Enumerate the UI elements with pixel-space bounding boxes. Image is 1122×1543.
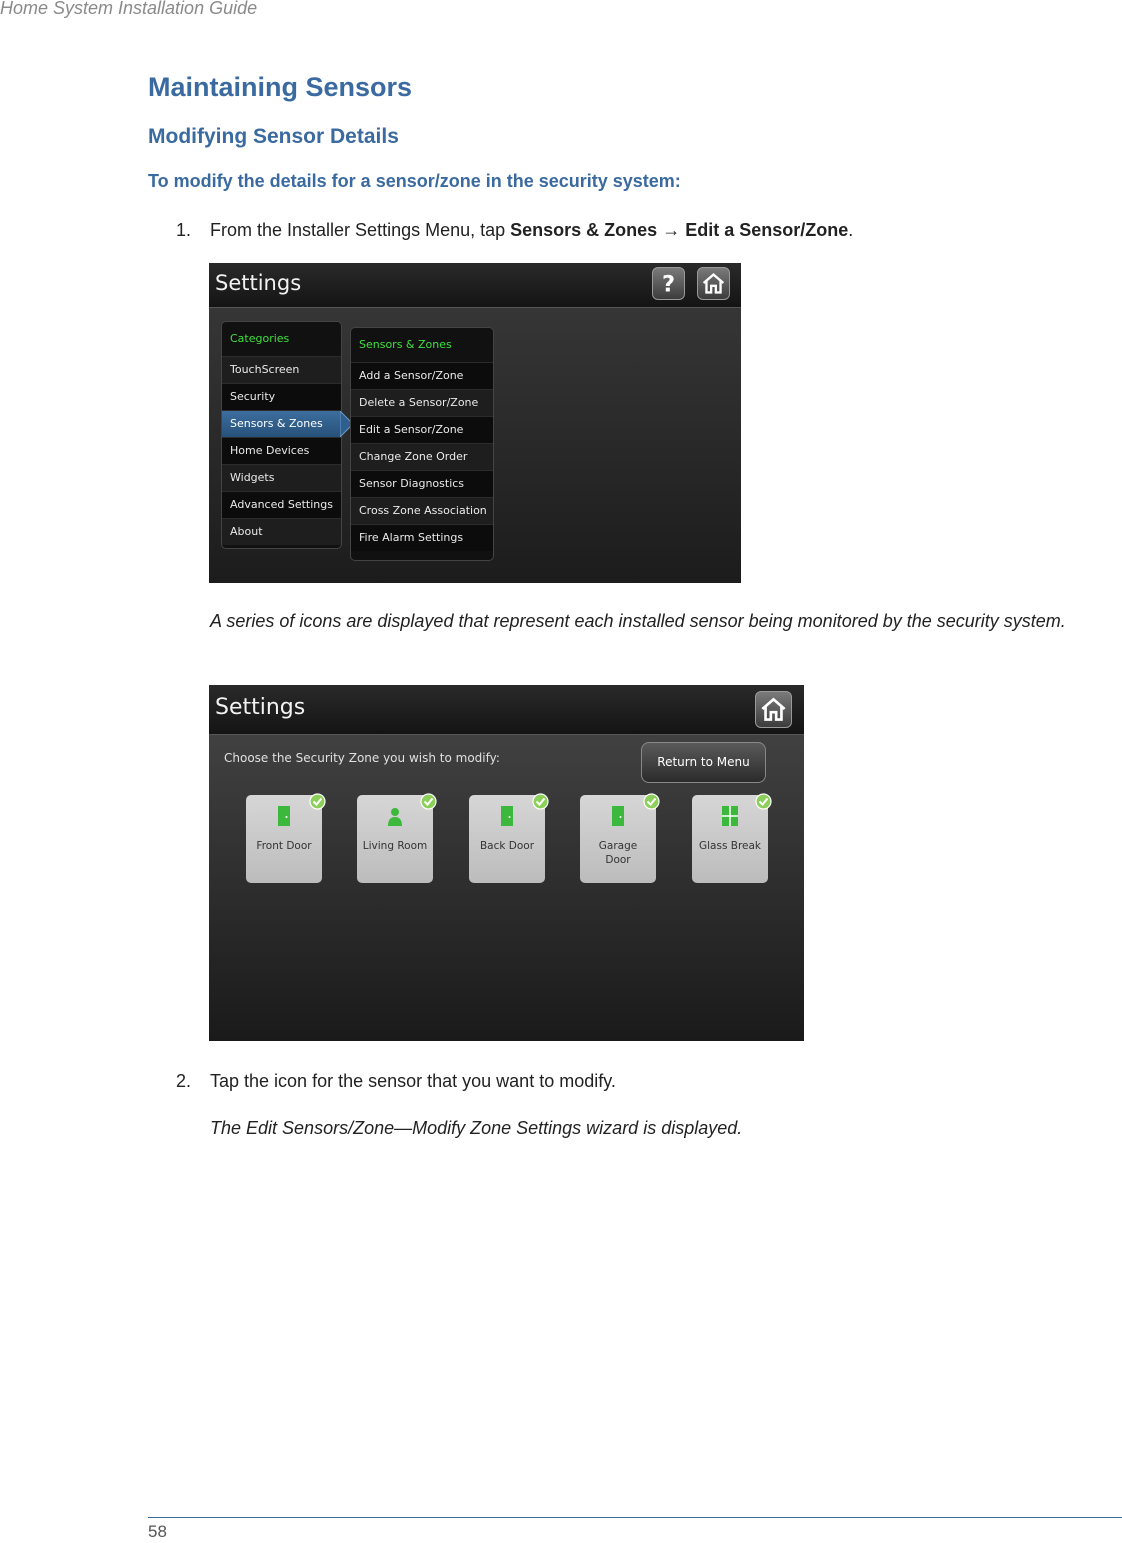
step-1-text-before: From the Installer Settings Menu, tap — [210, 220, 511, 240]
check-circle-icon — [532, 793, 549, 810]
category-item[interactable]: Advanced Settings — [222, 491, 341, 518]
submenu-item-edit[interactable]: Edit a Sensor/Zone — [351, 416, 493, 443]
zone-tile-label: Garage Door — [598, 840, 638, 866]
zone-tile-label: Glass Break — [698, 840, 762, 852]
zone-tile-living-room[interactable] — [357, 795, 433, 883]
home-icon[interactable] — [755, 691, 792, 728]
settings-menu-screenshot — [209, 263, 741, 583]
zone-tile-label: Living Room — [362, 840, 428, 852]
category-item-selected[interactable]: Sensors & Zones — [222, 410, 341, 437]
step-1-text — [210, 220, 853, 241]
note-wizard-displayed: The Edit Sensors/Zone—Modify Zone Settings wizard is displayed. — [210, 1118, 743, 1138]
sensors-zones-submenu — [350, 327, 494, 561]
category-item[interactable]: About — [222, 518, 341, 545]
zone-prompt: Choose the Security Zone you wish to modify: — [224, 751, 500, 765]
zone-tile-glass-break[interactable] — [692, 795, 768, 883]
submenu-item-cross-zone[interactable]: Cross Zone Association — [351, 497, 493, 524]
check-circle-icon — [643, 793, 660, 810]
settings-titlebar — [209, 263, 741, 308]
door-icon — [610, 805, 626, 827]
page-number: 58 — [148, 1522, 167, 1541]
step-1-text-after: . — [848, 220, 854, 240]
check-circle-icon — [755, 793, 772, 810]
svg-text:?: ? — [661, 271, 676, 298]
step-1-number: 1. — [176, 220, 192, 240]
question-mark-icon[interactable] — [652, 267, 685, 300]
submenu-item-fire-alarm[interactable]: Fire Alarm Settings — [351, 524, 493, 551]
settings-title-2: Settings — [215, 695, 306, 720]
categories-head: Categories — [230, 332, 290, 345]
submenu-item-change-order[interactable]: Change Zone Order — [351, 443, 493, 470]
zone-tile-label: Back Door — [479, 840, 535, 852]
person-motion-icon — [387, 805, 403, 827]
door-icon — [276, 805, 292, 827]
window-icon — [722, 805, 738, 827]
category-item[interactable]: Widgets — [222, 464, 341, 491]
note-icons-displayed: A series of icons are displayed that represent each installed sensor being monitored by the security system. — [210, 611, 1066, 631]
check-circle-icon — [309, 793, 326, 810]
category-item[interactable]: Home Devices — [222, 437, 341, 464]
section-heading: Maintaining Sensors — [148, 72, 413, 102]
check-circle-icon — [420, 793, 437, 810]
step-2-text: Tap the icon for the sensor that you want to modify. — [210, 1071, 616, 1091]
return-to-menu-button[interactable]: Return to Menu — [641, 742, 766, 783]
submenu-item-diagnostics[interactable]: Sensor Diagnostics — [351, 470, 493, 497]
categories-list — [222, 356, 341, 545]
category-item[interactable]: TouchScreen — [222, 356, 341, 383]
footer-rule — [148, 1517, 1122, 1518]
settings-title: Settings — [215, 271, 302, 295]
door-icon — [499, 805, 515, 827]
settings-titlebar-2 — [209, 685, 804, 735]
running-header: Home System Installation Guide — [0, 0, 258, 18]
home-icon[interactable] — [697, 267, 730, 300]
zone-tile-label: Front Door — [256, 840, 312, 852]
zone-tile-front-door[interactable] — [246, 795, 322, 883]
submenu-head: Sensors & Zones — [359, 338, 452, 351]
zone-tile-back-door[interactable] — [469, 795, 545, 883]
procedure-heading: To modify the details for a sensor/zone in the security system: — [148, 171, 681, 191]
step-2-number: 2. — [176, 1071, 192, 1091]
zone-select-screenshot — [209, 685, 804, 1041]
zone-tile-garage-door[interactable] — [580, 795, 656, 883]
categories-panel — [221, 321, 342, 549]
step-1-bold-edit: Edit a Sensor/Zone — [685, 220, 849, 240]
subsection-heading: Modifying Sensor Details — [148, 125, 399, 148]
category-item[interactable]: Security — [222, 383, 341, 410]
submenu-item-add[interactable]: Add a Sensor/Zone — [351, 362, 493, 389]
submenu-item-delete[interactable]: Delete a Sensor/Zone — [351, 389, 493, 416]
step-1-arrow: → — [657, 220, 686, 240]
step-1-bold-sensors: Sensors & Zones — [510, 220, 658, 240]
